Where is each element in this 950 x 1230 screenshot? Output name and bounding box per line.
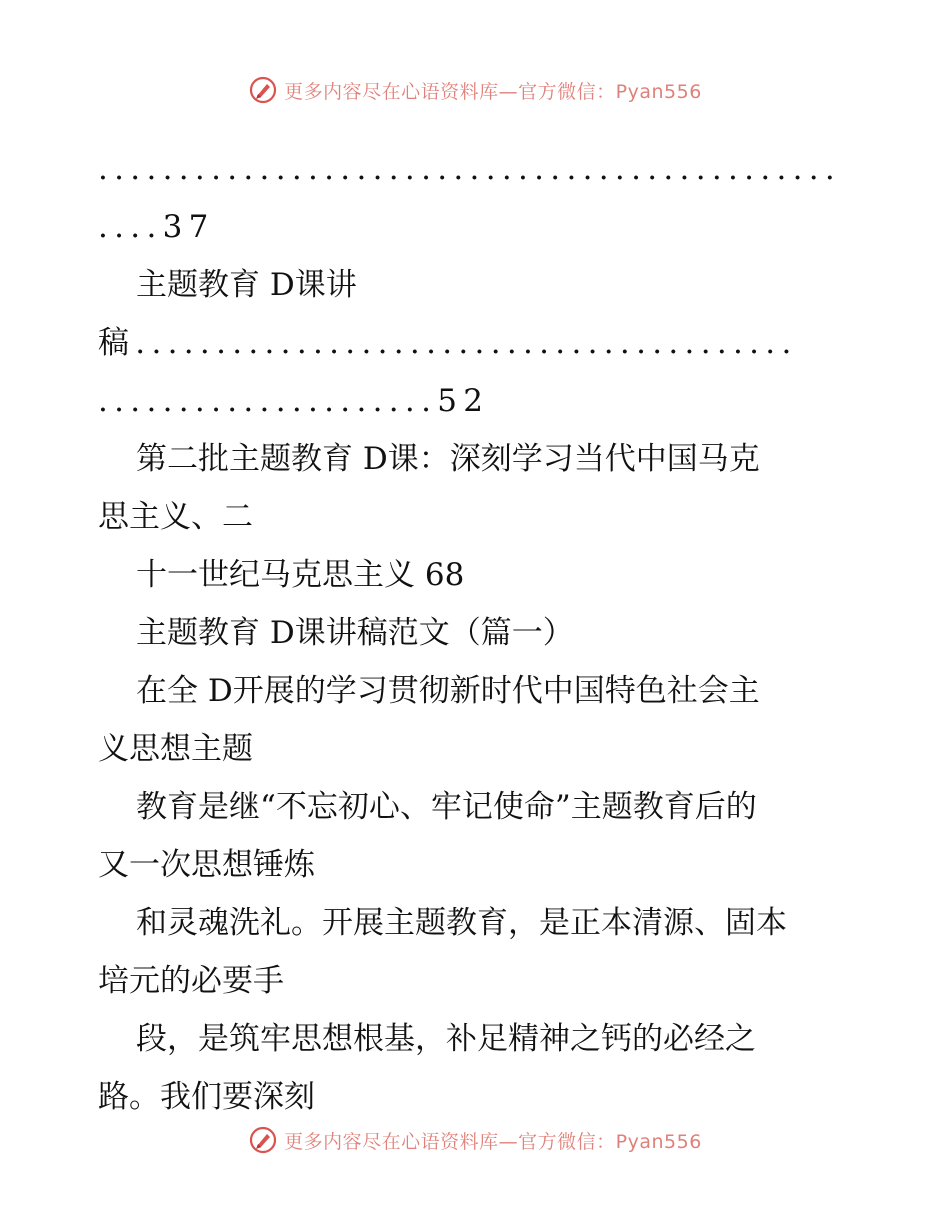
- toc-page-number: .....................52: [98, 383, 490, 419]
- toc-entry-continued: 思主义、二: [98, 499, 253, 535]
- document-body: [98, 140, 858, 1126]
- footer-banner: [0, 1120, 950, 1160]
- toc-dot-leader: 稿.........................................: [98, 325, 798, 361]
- header-banner-text: 更多内容尽在心语资料库—官方微信：Pyan556: [284, 80, 702, 103]
- brush-pen-logo-icon: [248, 75, 278, 105]
- toc-entry: 第二批主题教育 D课：深刻学习当代中国马克: [136, 441, 760, 477]
- paragraph-line: 在全 D开展的学习贯彻新时代中国特色社会主: [136, 673, 760, 709]
- paragraph-line: 又一次思想锤炼: [98, 847, 315, 883]
- paragraph-line: 路。我们要深刻: [98, 1079, 315, 1115]
- toc-entry: 主题教育 D课讲: [136, 267, 357, 303]
- paragraph-line: 义思想主题: [98, 731, 253, 767]
- toc-dot-leader: ..............................................: [98, 151, 842, 187]
- toc-entry: 十一世纪马克思主义 68: [136, 557, 465, 593]
- brush-pen-logo-icon: [248, 1125, 278, 1155]
- paragraph-line: 段，是筑牢思想根基，补足精神之钙的必经之: [136, 1021, 756, 1057]
- section-title: 主题教育 D课讲稿范文（篇一）: [136, 615, 574, 651]
- paragraph-line: 教育是继“不忘初心、牢记使命”主题教育后的: [136, 789, 757, 825]
- paragraph-line: 和灵魂洗礼。开展主题教育，是正本清源、固本: [136, 905, 787, 941]
- header-banner: [0, 70, 950, 110]
- paragraph-line: 培元的必要手: [98, 963, 284, 999]
- footer-banner-text: 更多内容尽在心语资料库—官方微信：Pyan556: [284, 1130, 702, 1153]
- toc-page-number: ....37: [98, 209, 215, 245]
